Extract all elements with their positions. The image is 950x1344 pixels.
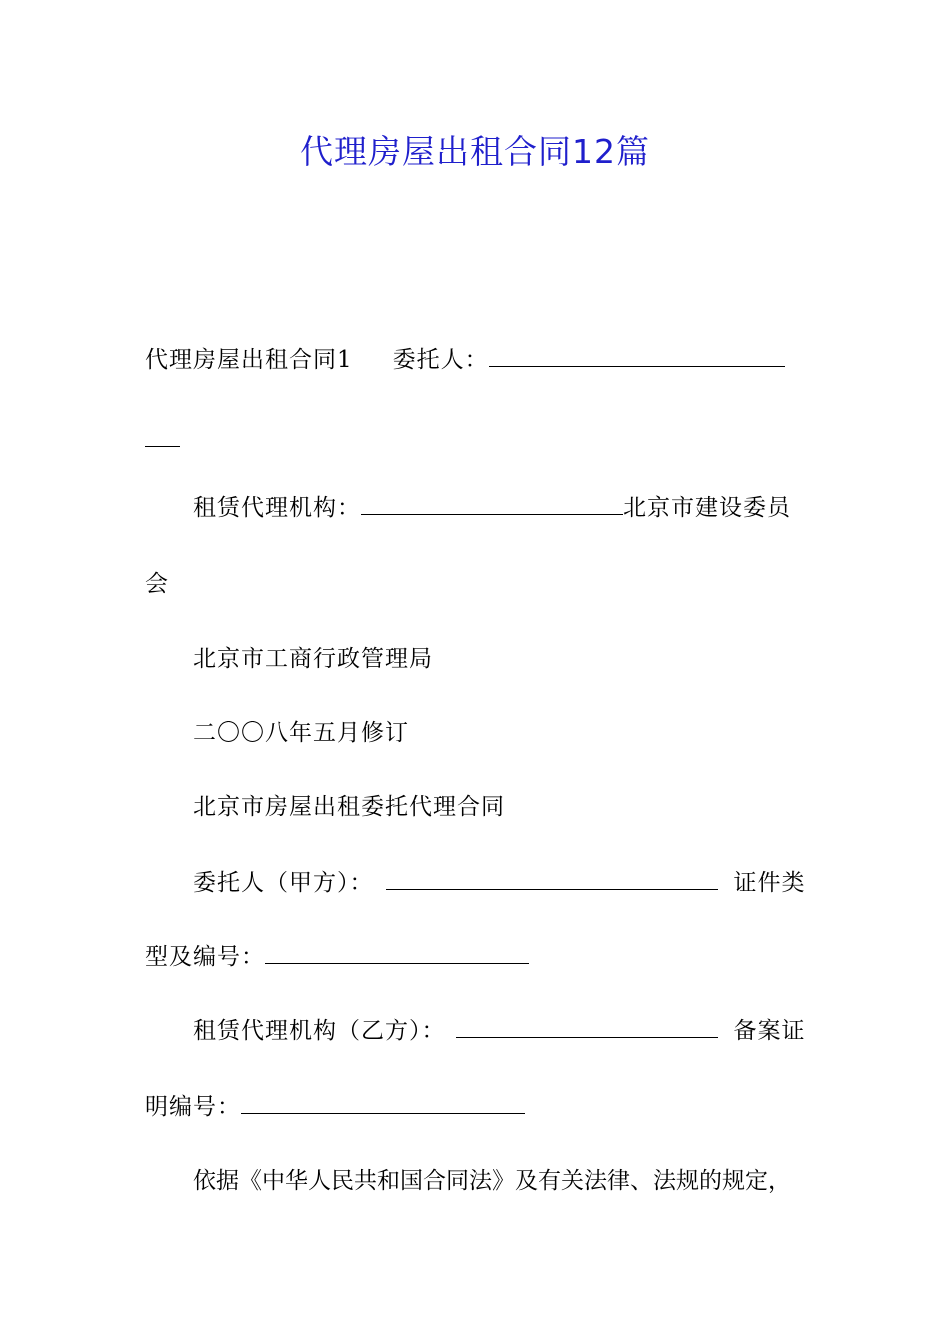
id-number-label: 型及编号：	[145, 944, 265, 970]
id-number-line	[145, 941, 529, 973]
agency-line	[193, 492, 791, 524]
party-b-blank	[456, 1015, 718, 1038]
issuer-continuation: 会	[145, 571, 169, 597]
party-a-blank	[386, 867, 718, 890]
filing-number-line	[145, 1091, 525, 1123]
legal-basis-paragraph: 依据《中华人民共和国合同法》及有关法律、法规的规定，	[193, 1168, 791, 1194]
party-a-label: 委托人（甲方）：	[193, 870, 374, 896]
party-b-line	[193, 1015, 806, 1047]
party-b-label: 租赁代理机构（乙方）：	[193, 1018, 446, 1044]
revision-date: 二〇〇八年五月修订	[193, 720, 409, 746]
filing-number-blank	[241, 1091, 525, 1114]
id-type-label: 证件类	[733, 870, 806, 896]
document-title: 代理房屋出租合同12篇	[300, 132, 650, 171]
party-a-line	[193, 867, 806, 899]
principal-blank	[489, 344, 785, 367]
principal-label: 委托人：	[392, 347, 489, 373]
agency-blank	[361, 492, 623, 515]
filing-label: 备案证	[733, 1018, 806, 1044]
contract-name: 北京市房屋出租委托代理合同	[193, 794, 505, 820]
contract-heading-line	[145, 344, 785, 376]
issuer-text: 北京市建设委员	[623, 495, 791, 521]
contract-number-label: 代理房屋出租合同1	[145, 347, 353, 373]
issuer-second: 北京市工商行政管理局	[193, 646, 433, 672]
agency-label: 租赁代理机构：	[193, 495, 361, 521]
filing-number-label: 明编号：	[145, 1094, 241, 1120]
id-number-blank	[265, 941, 529, 964]
principal-blank-continuation	[145, 424, 180, 456]
